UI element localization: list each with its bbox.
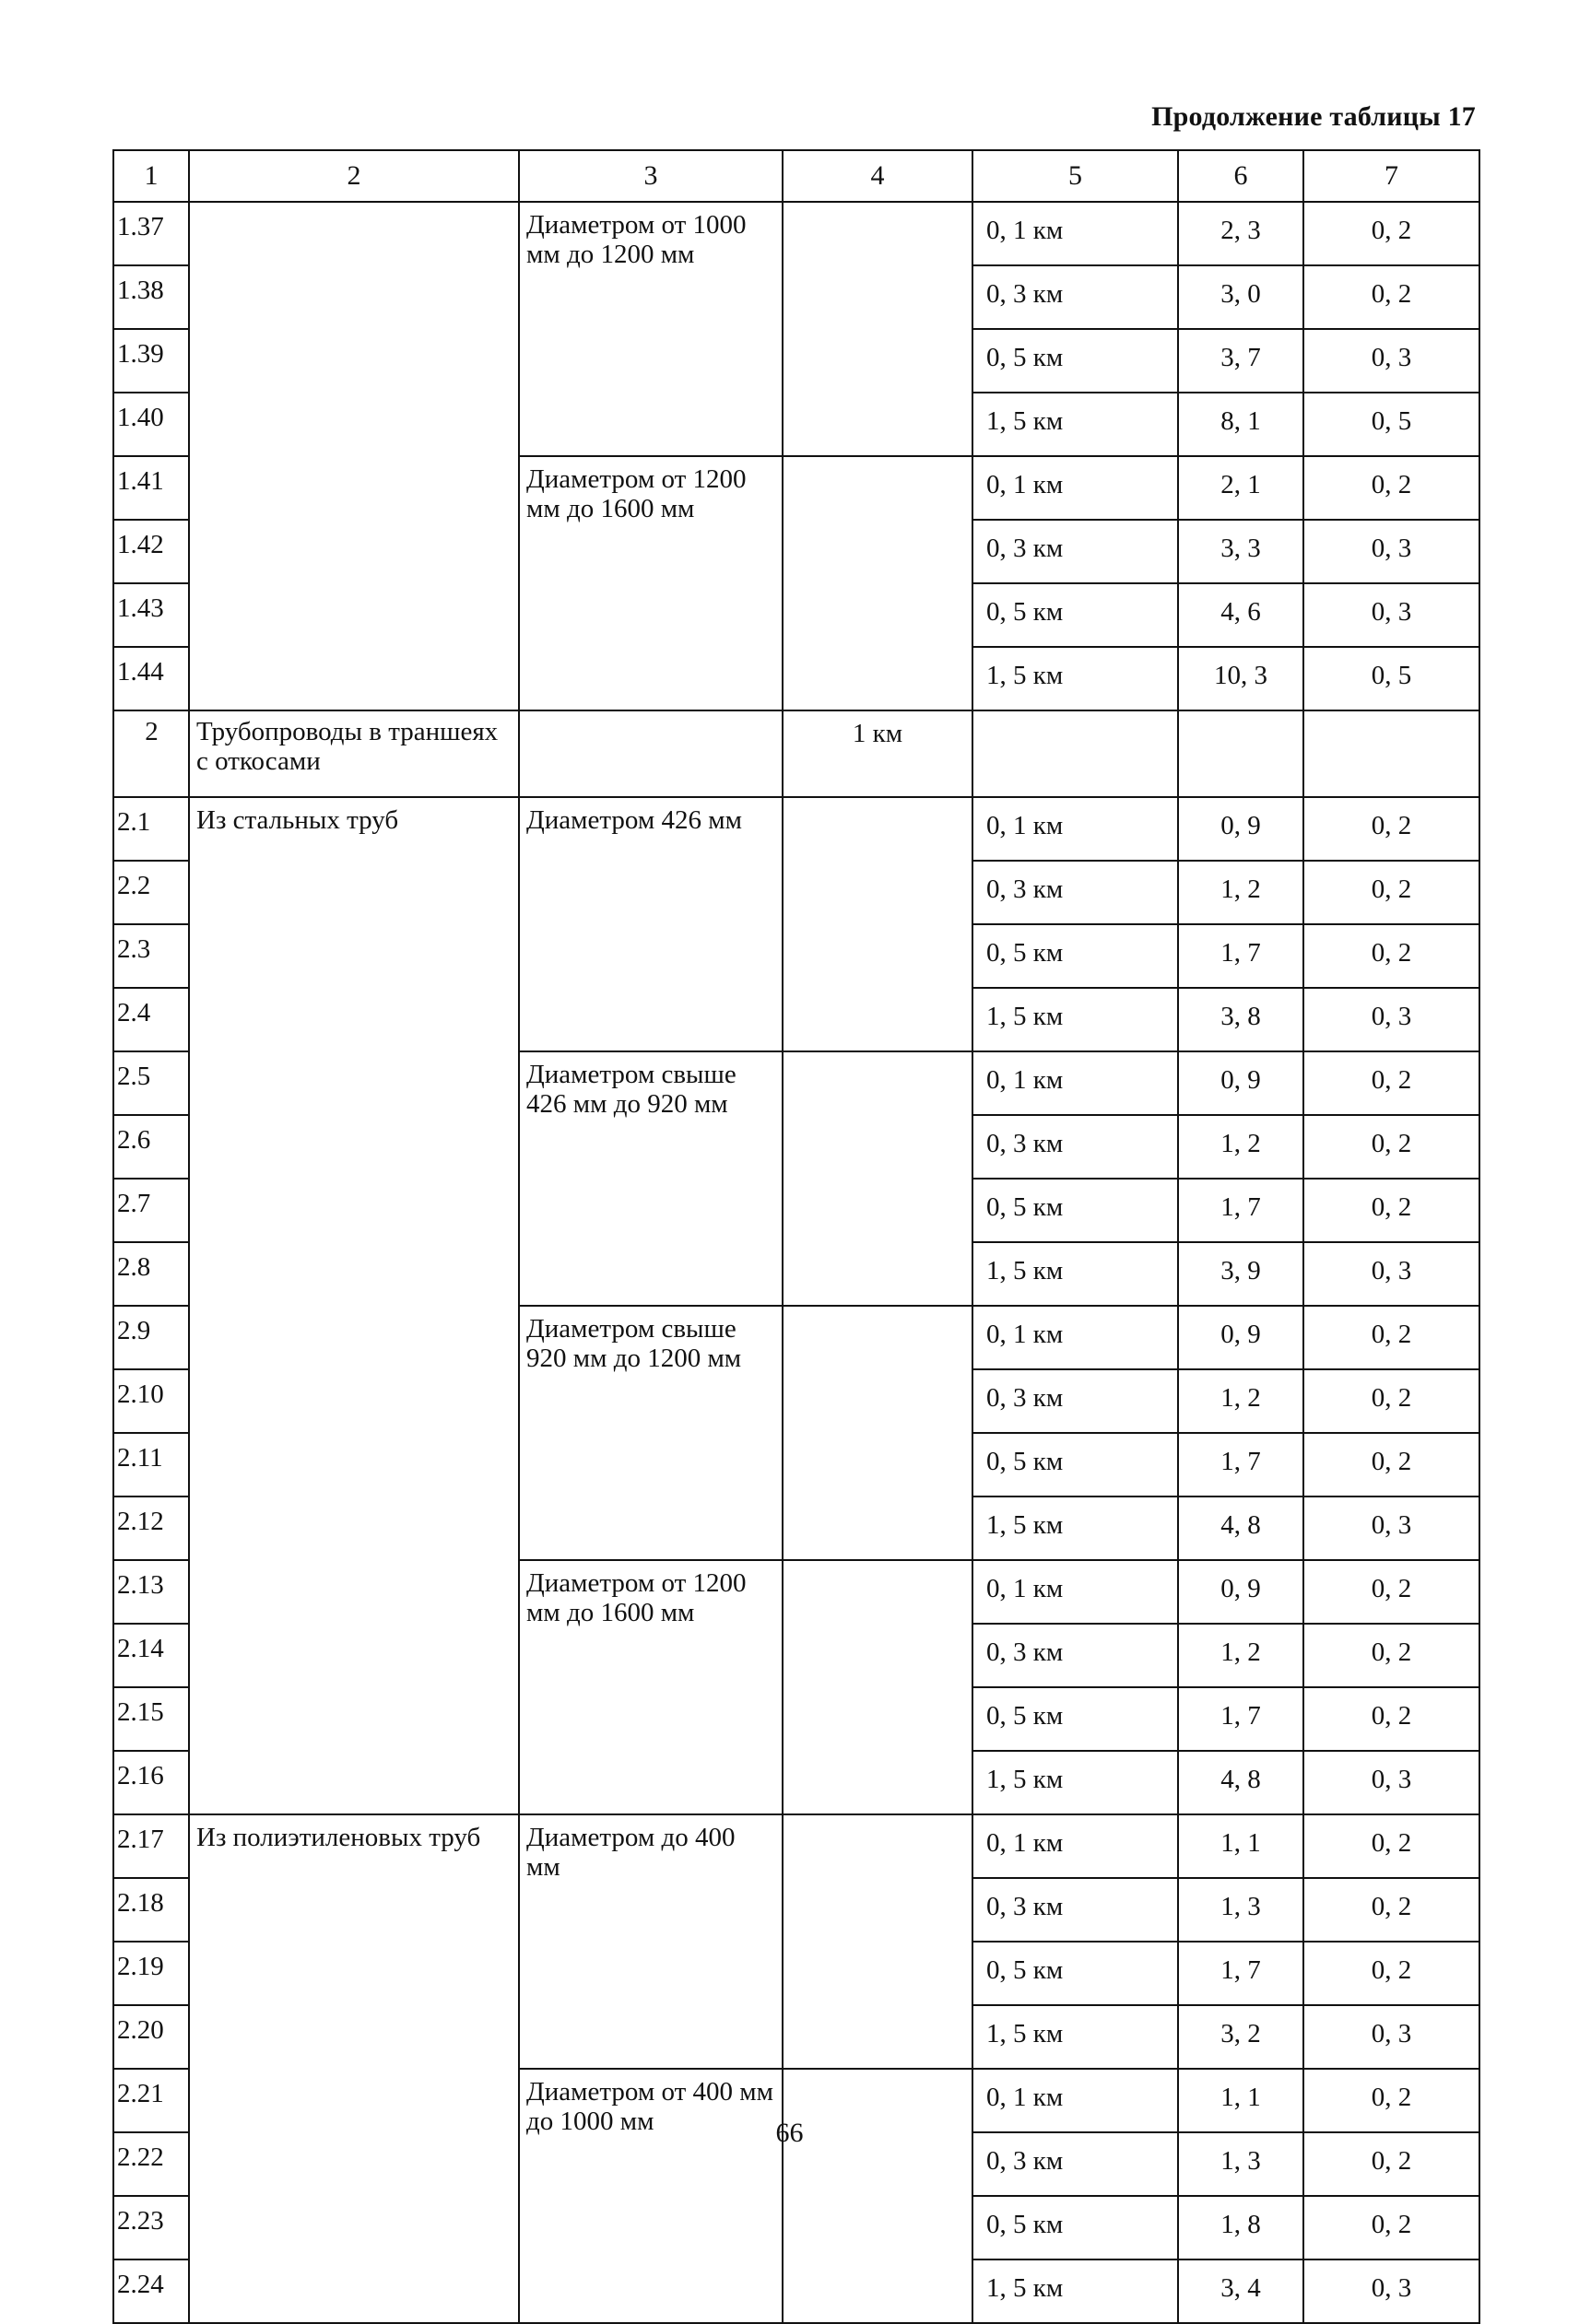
value6-cell: 3, 9: [1178, 1242, 1303, 1306]
value6-cell: 1, 7: [1178, 1942, 1303, 2005]
value7-cell: 0, 2: [1303, 2069, 1479, 2132]
table-row: [113, 202, 1479, 265]
value7-cell: 0, 2: [1303, 1560, 1479, 1624]
row-number: 1.42: [113, 520, 189, 583]
value6-cell: 2, 3: [1178, 202, 1303, 265]
distance-cell: 1, 5 км: [972, 1497, 1178, 1560]
distance-cell: 0, 3 км: [972, 520, 1178, 583]
value7-cell: 0, 3: [1303, 1751, 1479, 1814]
value6-cell: 1, 3: [1178, 2132, 1303, 2196]
header-row: [113, 150, 1479, 202]
row-number: 2.16: [113, 1751, 189, 1814]
value6-cell: 1, 8: [1178, 2196, 1303, 2259]
row-number: 2.5: [113, 1051, 189, 1115]
distance-cell: 1, 5 км: [972, 647, 1178, 710]
value6-cell: 3, 3: [1178, 520, 1303, 583]
distance-cell: 0, 5 км: [972, 1433, 1178, 1497]
value7-cell: 0, 2: [1303, 924, 1479, 988]
header-cell: 5: [972, 150, 1178, 202]
page-number: 66: [775, 2118, 804, 2148]
diameter-cell: Диаметром от 1000 мм до 1200 мм: [519, 202, 783, 456]
diameter-cell: [519, 710, 783, 797]
value6-cell: 8, 1: [1178, 393, 1303, 456]
distance-cell: 1, 5 км: [972, 2005, 1178, 2069]
value6-cell: 4, 8: [1178, 1751, 1303, 1814]
row-number: 2.20: [113, 2005, 189, 2069]
value7-cell: 0, 3: [1303, 520, 1479, 583]
diameter-cell: Диаметром от 1200 мм до 1600 мм: [519, 456, 783, 710]
value7-cell: [1303, 710, 1479, 797]
value7-cell: 0, 3: [1303, 988, 1479, 1051]
distance-cell: 0, 1 км: [972, 1814, 1178, 1878]
value7-cell: 0, 2: [1303, 1814, 1479, 1878]
row-number: 1.43: [113, 583, 189, 647]
distance-cell: 0, 5 км: [972, 1942, 1178, 2005]
value6-cell: 3, 4: [1178, 2259, 1303, 2323]
value7-cell: 0, 2: [1303, 2196, 1479, 2259]
value7-cell: 0, 2: [1303, 265, 1479, 329]
row-number: 2.17: [113, 1814, 189, 1878]
value6-cell: 1, 2: [1178, 1624, 1303, 1687]
value7-cell: 0, 2: [1303, 1369, 1479, 1433]
distance-cell: 0, 1 км: [972, 1306, 1178, 1369]
distance-cell: 0, 1 км: [972, 1560, 1178, 1624]
distance-cell: 0, 3 км: [972, 1624, 1178, 1687]
value7-cell: 0, 2: [1303, 1306, 1479, 1369]
value6-cell: 3, 8: [1178, 988, 1303, 1051]
distance-cell: [972, 710, 1178, 797]
row-number: 2.22: [113, 2132, 189, 2196]
value6-cell: 1, 3: [1178, 1878, 1303, 1942]
row-number: 2.23: [113, 2196, 189, 2259]
value6-cell: 0, 9: [1178, 1560, 1303, 1624]
row-number: 2.8: [113, 1242, 189, 1306]
row-number: 2.14: [113, 1624, 189, 1687]
value6-cell: 3, 7: [1178, 329, 1303, 393]
value7-cell: 0, 2: [1303, 1687, 1479, 1751]
value7-cell: 0, 2: [1303, 1115, 1479, 1179]
header-cell: 7: [1303, 150, 1479, 202]
diameter-cell: Диаметром 426 мм: [519, 797, 783, 1051]
value6-cell: 1, 2: [1178, 1115, 1303, 1179]
value7-cell: 0, 5: [1303, 393, 1479, 456]
value6-cell: 1, 2: [1178, 1369, 1303, 1433]
column4-cell: [783, 1814, 972, 2069]
table-row: [113, 797, 1479, 861]
value7-cell: 0, 3: [1303, 329, 1479, 393]
value6-cell: 0, 9: [1178, 797, 1303, 861]
distance-cell: 0, 5 км: [972, 583, 1178, 647]
column4-cell: [783, 1560, 972, 1814]
row-number: 2.3: [113, 924, 189, 988]
data-table: [112, 149, 1480, 2324]
distance-cell: 0, 3 км: [972, 265, 1178, 329]
value6-cell: 1, 7: [1178, 1687, 1303, 1751]
distance-cell: 0, 5 км: [972, 924, 1178, 988]
distance-cell: 0, 3 км: [972, 1115, 1178, 1179]
value6-cell: 1, 7: [1178, 1433, 1303, 1497]
value6-cell: [1178, 710, 1303, 797]
row-number: 2.11: [113, 1433, 189, 1497]
column4-cell: 1 км: [783, 710, 972, 797]
distance-cell: 0, 3 км: [972, 1369, 1178, 1433]
diameter-cell: Диаметром свыше 920 мм до 1200 мм: [519, 1306, 783, 1560]
distance-cell: 0, 1 км: [972, 456, 1178, 520]
diameter-cell: Диаметром от 400 мм до 1000 мм: [519, 2069, 783, 2323]
row-number: 1.41: [113, 456, 189, 520]
value7-cell: 0, 2: [1303, 1942, 1479, 2005]
value7-cell: 0, 2: [1303, 202, 1479, 265]
value6-cell: 4, 6: [1178, 583, 1303, 647]
header-cell: 6: [1178, 150, 1303, 202]
distance-cell: 0, 1 км: [972, 202, 1178, 265]
diameter-cell: Диаметром до 400 мм: [519, 1814, 783, 2069]
value6-cell: 0, 9: [1178, 1051, 1303, 1115]
row-number: 2.24: [113, 2259, 189, 2323]
row-number: 1.44: [113, 647, 189, 710]
value6-cell: 3, 0: [1178, 265, 1303, 329]
row-number: 2.10: [113, 1369, 189, 1433]
description-cell: Трубопроводы в траншеях с откосами: [189, 710, 519, 797]
row-number: 1.37: [113, 202, 189, 265]
value6-cell: 0, 9: [1178, 1306, 1303, 1369]
row-number: 1.38: [113, 265, 189, 329]
value7-cell: 0, 3: [1303, 1497, 1479, 1560]
value7-cell: 0, 3: [1303, 2005, 1479, 2069]
header-cell: 2: [189, 150, 519, 202]
column4-cell: [783, 2069, 972, 2323]
diameter-cell: Диаметром от 1200 мм до 1600 мм: [519, 1560, 783, 1814]
row-number: 2.15: [113, 1687, 189, 1751]
value7-cell: 0, 2: [1303, 1051, 1479, 1115]
distance-cell: 1, 5 км: [972, 988, 1178, 1051]
row-number: 2.9: [113, 1306, 189, 1369]
value7-cell: 0, 2: [1303, 2132, 1479, 2196]
value7-cell: 0, 2: [1303, 456, 1479, 520]
table-row: [113, 1814, 1479, 1878]
value7-cell: 0, 3: [1303, 583, 1479, 647]
material-cell: Из полиэтиленовых труб: [189, 1814, 519, 2323]
value6-cell: 3, 2: [1178, 2005, 1303, 2069]
table-caption: Продолжение таблицы 17: [1151, 101, 1476, 132]
diameter-cell: Диаметром свыше 426 мм до 920 мм: [519, 1051, 783, 1306]
distance-cell: 0, 3 км: [972, 2132, 1178, 2196]
value7-cell: 0, 2: [1303, 1624, 1479, 1687]
value6-cell: 1, 1: [1178, 2069, 1303, 2132]
value6-cell: 1, 2: [1178, 861, 1303, 924]
column4-cell: [783, 1306, 972, 1560]
distance-cell: 1, 5 км: [972, 2259, 1178, 2323]
column4-cell: [783, 456, 972, 710]
value7-cell: 0, 2: [1303, 1179, 1479, 1242]
value7-cell: 0, 2: [1303, 797, 1479, 861]
value7-cell: 0, 2: [1303, 1433, 1479, 1497]
value7-cell: 0, 3: [1303, 2259, 1479, 2323]
material-cell: Из стальных труб: [189, 797, 519, 1814]
header-cell: 1: [113, 150, 189, 202]
row-number: 2.12: [113, 1497, 189, 1560]
value7-cell: 0, 5: [1303, 647, 1479, 710]
row-number: 1.40: [113, 393, 189, 456]
row-number: 2.4: [113, 988, 189, 1051]
description-cell: [189, 202, 519, 710]
row-number: 1.39: [113, 329, 189, 393]
value6-cell: 1, 7: [1178, 924, 1303, 988]
header-cell: 3: [519, 150, 783, 202]
distance-cell: 0, 5 км: [972, 1179, 1178, 1242]
distance-cell: 0, 1 км: [972, 797, 1178, 861]
row-number: 2.21: [113, 2069, 189, 2132]
value7-cell: 0, 3: [1303, 1242, 1479, 1306]
distance-cell: 1, 5 км: [972, 393, 1178, 456]
value7-cell: 0, 2: [1303, 1878, 1479, 1942]
value6-cell: 2, 1: [1178, 456, 1303, 520]
row-number: 2.19: [113, 1942, 189, 2005]
value6-cell: 4, 8: [1178, 1497, 1303, 1560]
distance-cell: 0, 5 км: [972, 1687, 1178, 1751]
header-cell: 4: [783, 150, 972, 202]
column4-cell: [783, 1051, 972, 1306]
row-number: 2.1: [113, 797, 189, 861]
distance-cell: 0, 1 км: [972, 1051, 1178, 1115]
distance-cell: 0, 5 км: [972, 2196, 1178, 2259]
row-number: 2.6: [113, 1115, 189, 1179]
value6-cell: 1, 1: [1178, 1814, 1303, 1878]
section-row: [113, 710, 1479, 797]
row-number: 2.18: [113, 1878, 189, 1942]
distance-cell: 0, 3 км: [972, 1878, 1178, 1942]
value7-cell: 0, 2: [1303, 861, 1479, 924]
value6-cell: 10, 3: [1178, 647, 1303, 710]
distance-cell: 1, 5 км: [972, 1751, 1178, 1814]
row-number: 2: [113, 710, 189, 797]
column4-cell: [783, 202, 972, 456]
row-number: 2.7: [113, 1179, 189, 1242]
distance-cell: 0, 1 км: [972, 2069, 1178, 2132]
distance-cell: 1, 5 км: [972, 1242, 1178, 1306]
row-number: 2.2: [113, 861, 189, 924]
distance-cell: 0, 3 км: [972, 861, 1178, 924]
distance-cell: 0, 5 км: [972, 329, 1178, 393]
value6-cell: 1, 7: [1178, 1179, 1303, 1242]
row-number: 2.13: [113, 1560, 189, 1624]
column4-cell: [783, 797, 972, 1051]
